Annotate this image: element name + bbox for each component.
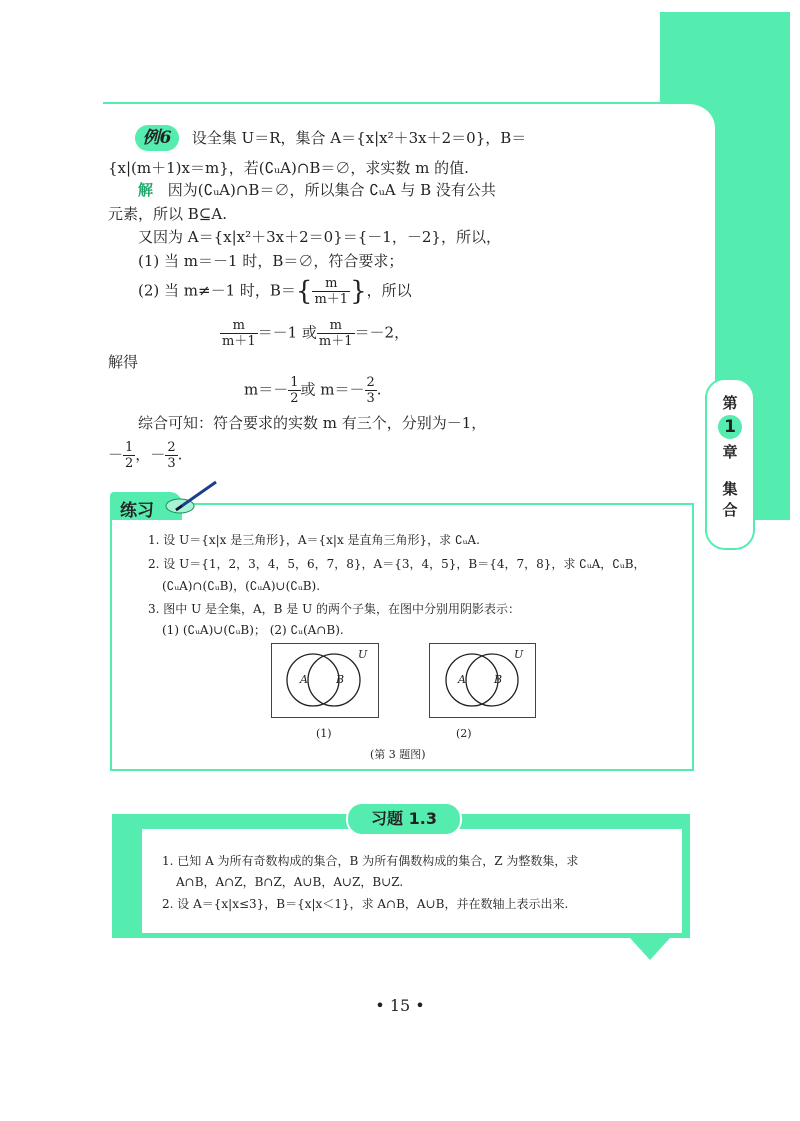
exercise-q3-line1: 3. 图中 U 是全集，A，B 是 U 的两个子集，在图中分别用阴影表示：	[148, 602, 521, 616]
exercise-q2-line1: 2. 设 U＝{1，2，3，4，5，6，7，8}，A＝{3，4，5}，B＝{4，7，8}，求 ∁ᵤA，∁ᵤB，	[148, 557, 646, 571]
eq1-mid: ＝－1 或	[257, 323, 317, 342]
example-text-1: 设全集 U＝R，集合 A＝{x|x²＋3x＋2＝0}，B＝	[191, 129, 527, 147]
equation-line-2	[244, 375, 382, 406]
frac-num: 2	[366, 375, 375, 390]
frac-den: m＋1	[318, 334, 353, 349]
fraction-half	[288, 375, 300, 406]
frac-den: 3	[366, 391, 375, 406]
set-brace-close: }	[350, 276, 367, 307]
eq2-mid: 或 m＝－	[300, 380, 365, 399]
venn2-caption: (2)	[456, 727, 472, 740]
equation-line-1	[220, 318, 409, 349]
fraction-half-2	[123, 440, 135, 471]
eq2-end: .	[376, 380, 382, 399]
frac-den: m＋1	[314, 292, 349, 307]
fraction-eq1-right	[317, 318, 355, 349]
venn1-a-label: A	[300, 673, 308, 686]
frac-num: m	[317, 318, 355, 334]
case2-tail: ，所以	[366, 281, 412, 300]
fraction-b	[312, 276, 350, 307]
exercise-q2-line2: (∁ᵤA)∩(∁ᵤB)，(∁ᵤA)∪(∁ᵤB).	[162, 579, 321, 593]
fraction-two-thirds	[365, 375, 377, 406]
concl-minus: －	[108, 445, 124, 464]
solution-line-2: 元素，所以 B⊆A.	[108, 205, 227, 223]
venn1-caption: (1)	[316, 727, 332, 740]
case2-text: (2) 当 m≠－1 时，B＝	[138, 281, 296, 300]
figure-caption: (第 3 题图)	[370, 748, 426, 761]
venn1-u-label: U	[358, 648, 368, 661]
fraction-two-thirds-2	[165, 440, 177, 471]
solution-line-1	[138, 180, 496, 200]
homework-q1-line1: 1. 已知 A 为所有奇数构成的集合，B 为所有偶数构成的集合，Z 为整数集，求	[162, 854, 579, 868]
homework-q1-line2: A∩B，A∩Z，B∩Z，A∪B，A∪Z，B∪Z.	[176, 875, 404, 889]
page-number: • 15 •	[375, 996, 425, 1015]
eq1-end: ＝－2，	[354, 323, 410, 342]
frac-num: m	[312, 276, 350, 292]
solution-text-1: 因为(∁ᵤA)∩B＝∅，所以集合 ∁ᵤA 与 B 没有公共	[167, 181, 496, 199]
solution-line-3: 又因为 A＝{x|x²＋3x＋2＝0}＝{－1，－2}，所以，	[138, 228, 501, 246]
exercise-title: 练习	[120, 501, 154, 521]
homework-corner-triangle	[630, 938, 670, 960]
chapter-char-he: 合	[722, 501, 738, 519]
exercise-q1: 1. 设 U＝{x|x 是三角形}，A＝{x|x 是直角三角形}，求 ∁ᵤA.	[148, 533, 480, 547]
concl-mid: ，－	[135, 445, 166, 464]
venn2-a-label: A	[458, 673, 466, 686]
example-line-2: {x|(m＋1)x＝m}，若(∁ᵤA)∩B＝∅，求实数 m 的值.	[108, 159, 469, 177]
example-badge: 例6	[135, 125, 179, 151]
frac-num: m	[220, 318, 258, 334]
concl-end: .	[177, 445, 183, 464]
example-line-1	[135, 125, 526, 151]
chapter-char-zhang: 章	[722, 443, 738, 461]
venn1-b-label: B	[336, 673, 345, 686]
pen-icon	[158, 478, 222, 518]
venn-diagram-1	[271, 643, 379, 718]
homework-title: 习题 1.3	[346, 802, 462, 836]
fraction-eq1-left	[220, 318, 258, 349]
exercise-q3-line2: (1) (∁ᵤA)∪(∁ᵤB)； (2) ∁ᵤ(A∩B).	[162, 623, 344, 637]
chapter-char-di: 第	[722, 394, 738, 412]
eq2-start: m＝－	[244, 380, 289, 399]
conclusion-line-1: 综合可知：符合要求的实数 m 有三个，分别为－1，	[138, 414, 487, 432]
frac-num: 1	[125, 440, 134, 455]
chapter-side-label	[705, 378, 755, 550]
chapter-char-ji: 集	[722, 480, 738, 498]
conclusion-line-2	[108, 440, 182, 471]
frac-den: m＋1	[222, 334, 256, 349]
homework-q2: 2. 设 A＝{x|x≤3}，B＝{x|x＜1}，求 A∩B，A∪B，并在数轴上表示出来.	[162, 897, 569, 911]
solution-line-5	[138, 276, 412, 307]
venn-diagram-2	[429, 643, 536, 718]
venn2-b-label: B	[494, 673, 503, 686]
frac-den: 3	[167, 456, 176, 471]
frac-den: 2	[125, 456, 134, 471]
frac-den: 2	[290, 391, 299, 406]
venn2-u-label: U	[514, 648, 524, 661]
frac-num: 1	[290, 375, 299, 390]
solution-label: 解	[138, 181, 154, 199]
solution-line-4: (1) 当 m＝－1 时，B＝∅，符合要求；	[138, 252, 404, 270]
frac-num: 2	[167, 440, 176, 455]
chapter-number: 1	[718, 415, 742, 439]
set-brace-open: {	[295, 276, 313, 307]
solution-jiede: 解得	[108, 353, 139, 371]
